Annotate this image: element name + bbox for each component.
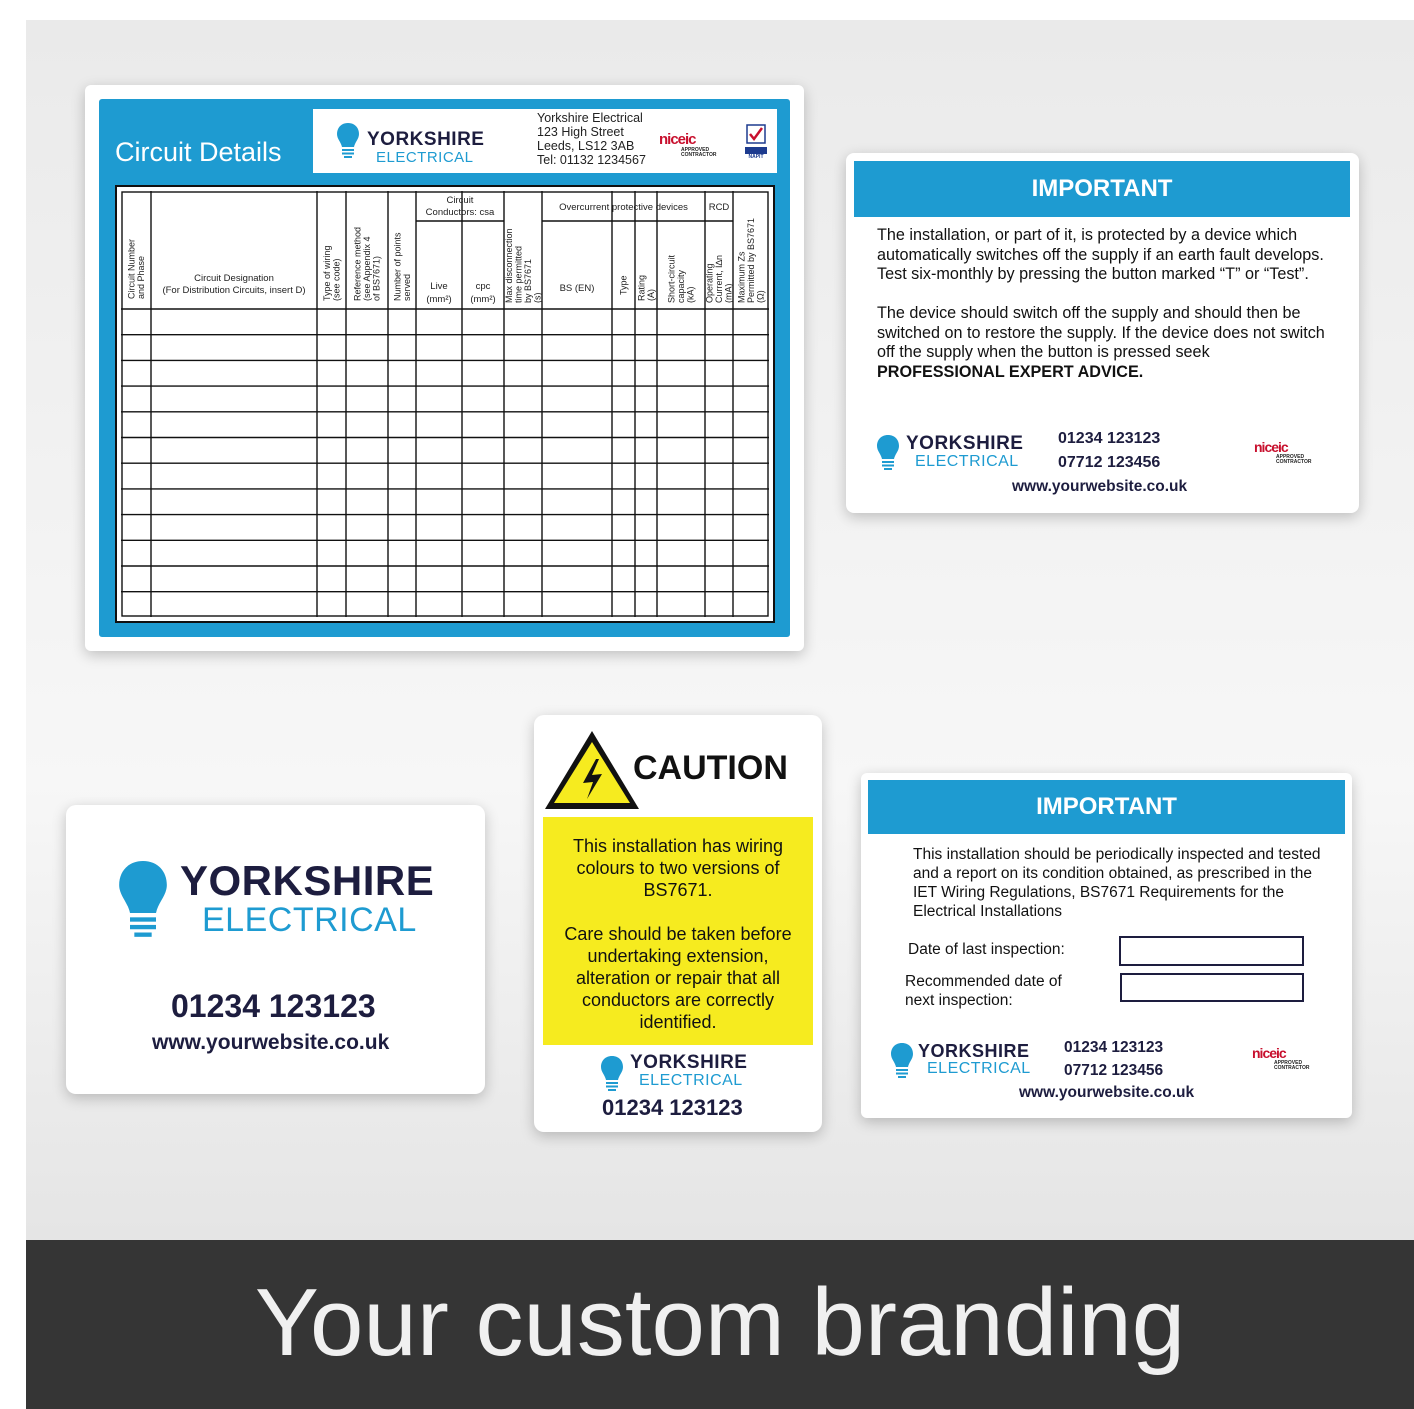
caution-heading: CAUTION (633, 749, 788, 787)
header-circuit-number: Circuit Number (126, 238, 137, 299)
header-circuit-designation-note: (For Distribution Circuits, insert D) (162, 285, 306, 296)
header-short-circuit-capacity: (kA) (685, 286, 696, 303)
header-reference-method: of BS7671) (371, 255, 382, 301)
header-rating: (A) (645, 289, 656, 301)
important-rcd-label (846, 153, 1359, 513)
phone-primary: 01234 123123 (1058, 430, 1161, 447)
header-short-circuit-capacity: Short-circuit (666, 254, 677, 303)
next-inspection-date-field[interactable] (1120, 973, 1304, 1002)
important-heading: IMPORTANT (868, 780, 1345, 834)
brand-name-line1: YORKSHIRE (180, 857, 435, 904)
header-reference-method: (see Appendix 4 (362, 236, 372, 301)
header-device-type: Type (618, 275, 629, 295)
caution-label (534, 715, 822, 1132)
header-bs-en: BS (EN) (559, 283, 595, 294)
caution-message-panel (543, 817, 813, 1045)
header-operating-current: Operating (704, 263, 715, 303)
napit-logo (745, 123, 767, 159)
brand-name-line2: ELECTRICAL (927, 1060, 1031, 1077)
circuit-details-label (85, 85, 804, 651)
lightbulb-icon (890, 1043, 914, 1079)
phone-mobile: 07712 123456 (1058, 454, 1161, 471)
header-cpc: cpc (475, 281, 491, 292)
header-reference-method: Reference method (352, 226, 363, 301)
circuit-schedule-grid (121, 191, 769, 617)
important-inspection-label (861, 773, 1352, 1118)
high-voltage-warning-icon (543, 729, 641, 811)
website: www.yourwebsite.co.uk (1012, 478, 1188, 495)
header-overcurrent-devices: Overcurrent protective devices (559, 202, 688, 213)
circuit-details-frame (99, 99, 790, 637)
last-inspection-date-field[interactable] (1119, 936, 1304, 966)
header-max-disconnection: by BS7671 (522, 258, 533, 303)
lightbulb-icon (337, 123, 359, 159)
inspection-body: This installation should be periodically inspected and tested and a report on its condition obtained, as prescribed in the IET Wiring Regulations, BS7671 Requirements for the Electrical Installations (913, 846, 1321, 920)
header-type-of-wiring: Type of wiring (321, 245, 332, 301)
caution-paragraph-2: Care should be taken before undertaking extension, alteration or repair that all conductors are correctly identified. (564, 924, 792, 1032)
phone-primary: 01234 123123 (171, 988, 376, 1024)
brand-name-line2: ELECTRICAL (639, 1072, 743, 1089)
lightbulb-icon (118, 861, 168, 939)
header-rcd: RCD (708, 202, 730, 213)
rcd-paragraph-1: The installation, or part of it, is protected by a device which automatically switches off the supply if an earth fault develops. Test six-monthly by pressing the button marked “T” or “Test”. (877, 226, 1324, 283)
brand-name-line2: ELECTRICAL (202, 901, 417, 939)
brand-logo-card (66, 805, 485, 1094)
brand-name-line1: YORKSHIRE (630, 1052, 748, 1073)
next-inspection-label: Recommended date of next inspection: (905, 973, 1062, 1009)
important-heading: IMPORTANT (854, 161, 1350, 217)
lightbulb-icon (600, 1056, 624, 1092)
header-max-disconnection: (s) (532, 292, 543, 303)
company-address: Yorkshire Electrical 123 High Street Leeds, LS12 3AB Tel: 01132 1234567 (537, 111, 646, 167)
last-inspection-label: Date of last inspection: (908, 941, 1065, 958)
header-circuit-designation: Circuit Designation (194, 273, 274, 284)
header-number-of-points: Number of points (392, 232, 403, 301)
brand-name-line2: ELECTRICAL (915, 453, 1019, 470)
header-rating: Rating (636, 274, 647, 301)
niceic-logo: niceic APPROVED CONTRACTOR (1254, 439, 1312, 465)
important-rcd-body (877, 226, 1337, 402)
phone-primary: 01234 123123 (602, 1095, 743, 1120)
lightbulb-icon (876, 435, 900, 471)
header-maximum-zs: (Ω) (755, 290, 766, 303)
header-max-disconnection: Max disconnection (503, 228, 514, 303)
header-cpc-unit: (mm²) (470, 294, 496, 305)
circuit-schedule-table (115, 185, 775, 623)
caution-paragraph-1: This installation has wiring colours to two versions of BS7671. (572, 836, 784, 900)
rcd-paragraph-2: The device should switch off the supply and should then be switched on to restore the supply. If the device does not switch off the supply when the button is pressed seek PROFESSIONAL EXPERT ADVICE. (877, 304, 1325, 381)
header-conductors: Circuit (446, 195, 474, 206)
brand-name-line2: ELECTRICAL (376, 149, 474, 166)
header-live-unit: (mm²) (426, 294, 452, 305)
header-conductors-csa: Conductors: csa (425, 207, 495, 218)
circuit-details-header (313, 109, 777, 173)
phone-mobile: 07712 123456 (1064, 1062, 1164, 1079)
header-max-disconnection: time permitted (513, 245, 524, 303)
niceic-logo: niceic APPROVED CONTRACTOR (659, 131, 717, 158)
header-maximum-zs: Maximum Zs (736, 251, 747, 303)
website: www.yourwebsite.co.uk (1019, 1084, 1195, 1101)
niceic-logo: niceic APPROVED CONTRACTOR (1252, 1045, 1310, 1071)
header-operating-current: (mA) (723, 283, 734, 303)
header-operating-current: Current, I∆n (714, 254, 724, 303)
phone-primary: 01234 123123 (1064, 1039, 1164, 1056)
brand-name-line1: YORKSHIRE (367, 129, 485, 150)
header-circuit-number: and Phase (135, 255, 146, 299)
brand-name-line1: YORKSHIRE (918, 1041, 1030, 1061)
header-live: Live (430, 281, 448, 292)
header-number-of-points: served (401, 273, 412, 301)
svg-text:NAPIT: NAPIT (748, 154, 764, 159)
brand-name-line1: YORKSHIRE (906, 433, 1024, 454)
website: www.yourwebsite.co.uk (152, 1031, 390, 1054)
header-type-of-wiring: (see code) (331, 258, 342, 301)
header-maximum-zs: Permitted by BS7671 (746, 217, 756, 303)
header-short-circuit-capacity: capacity (676, 269, 686, 303)
branding-tagline: Your custom branding (26, 1240, 1414, 1409)
circuit-details-title: Circuit Details (115, 137, 282, 167)
